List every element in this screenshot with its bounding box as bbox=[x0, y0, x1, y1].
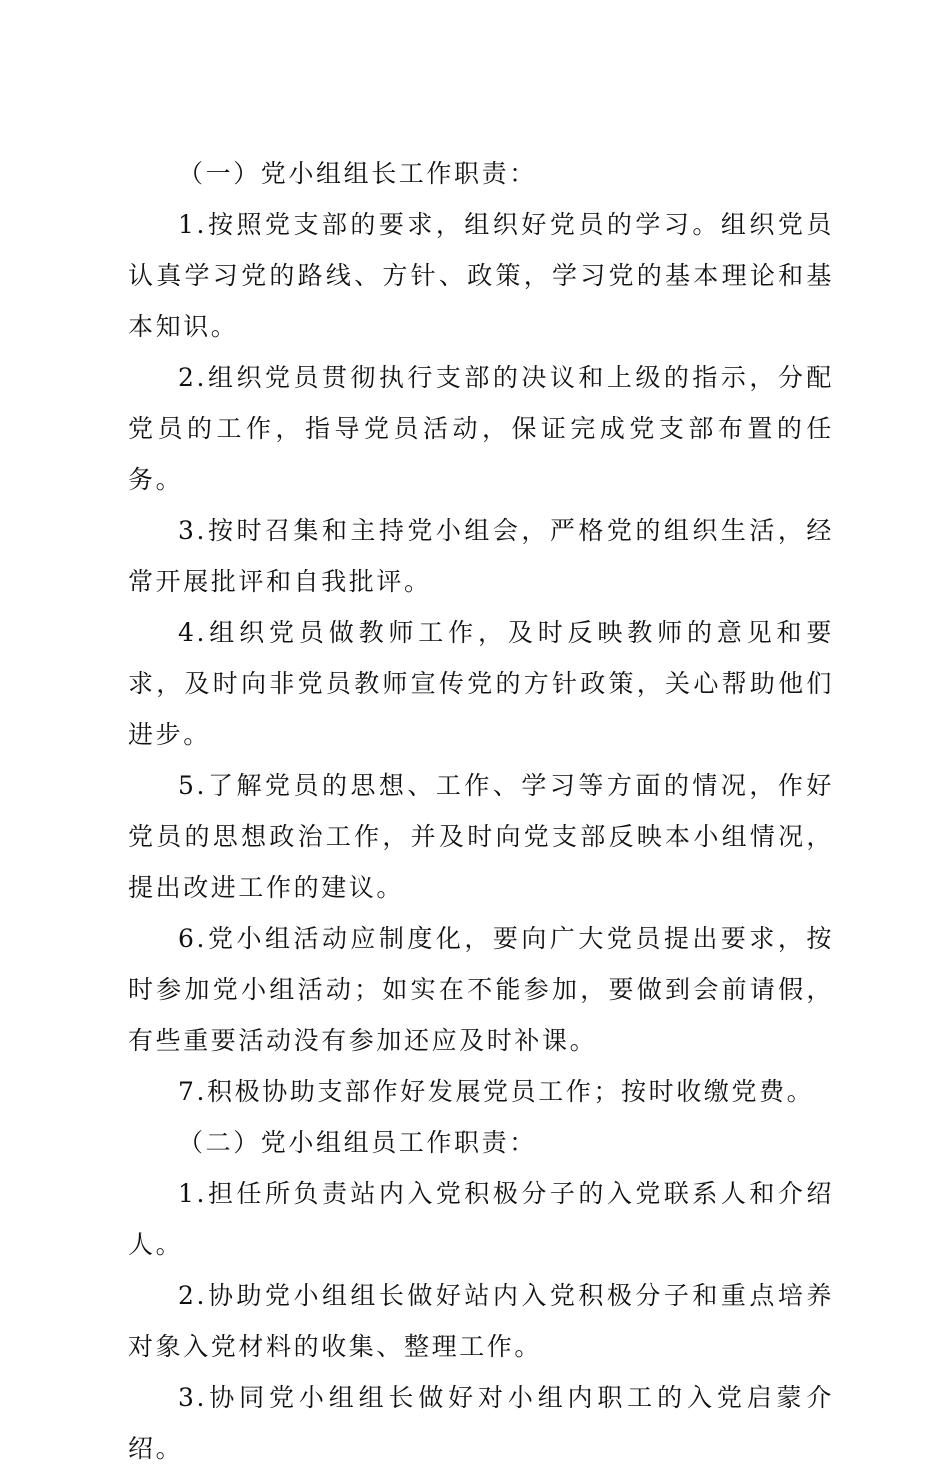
section-heading-leader: （一）党小组组长工作职责： bbox=[178, 159, 537, 188]
section-heading-member: （二）党小组组员工作职责： bbox=[178, 1128, 537, 1157]
leader-duty-5: 5.了解党员的思想、工作、学习等方面的情况，作好党员的思想政治工作，并及时向党支部反映本小组情况，提出改进工作的建议。 bbox=[128, 771, 834, 902]
member-duty-2: 2.协助党小组组长做好站内入党积极分子和重点培养对象入党材料的收集、整理工作。 bbox=[128, 1281, 834, 1361]
leader-duty-2: 2.组织党员贯彻执行支部的决议和上级的指示，分配党员的工作，指导党员活动，保证完成党支部布置的任务。 bbox=[128, 363, 834, 494]
document-body bbox=[128, 148, 834, 1474]
member-duty-3: 3.协同党小组组长做好对小组内职工的入党启蒙介绍。 bbox=[128, 1383, 834, 1463]
leader-duty-6: 6.党小组活动应制度化，要向广大党员提出要求，按时参加党小组活动；如实在不能参加，要做到会前请假，有些重要活动没有参加还应及时补课。 bbox=[128, 924, 834, 1055]
leader-duty-4: 4.组织党员做教师工作，及时反映教师的意见和要求，及时向非党员教师宣传党的方针政策，关心帮助他们进步。 bbox=[128, 618, 834, 749]
leader-duty-3: 3.按时召集和主持党小组会，严格党的组织生活，经常开展批评和自我批评。 bbox=[128, 516, 834, 596]
leader-duty-7: 7.积极协助支部作好发展党员工作；按时收缴党费。 bbox=[178, 1077, 815, 1106]
member-duty-1: 1.担任所负责站内入党积极分子的入党联系人和介绍人。 bbox=[128, 1179, 834, 1259]
leader-duty-1: 1.按照党支部的要求，组织好党员的学习。组织党员认真学习党的路线、方针、政策，学习党的基本理论和基本知识。 bbox=[128, 210, 834, 341]
